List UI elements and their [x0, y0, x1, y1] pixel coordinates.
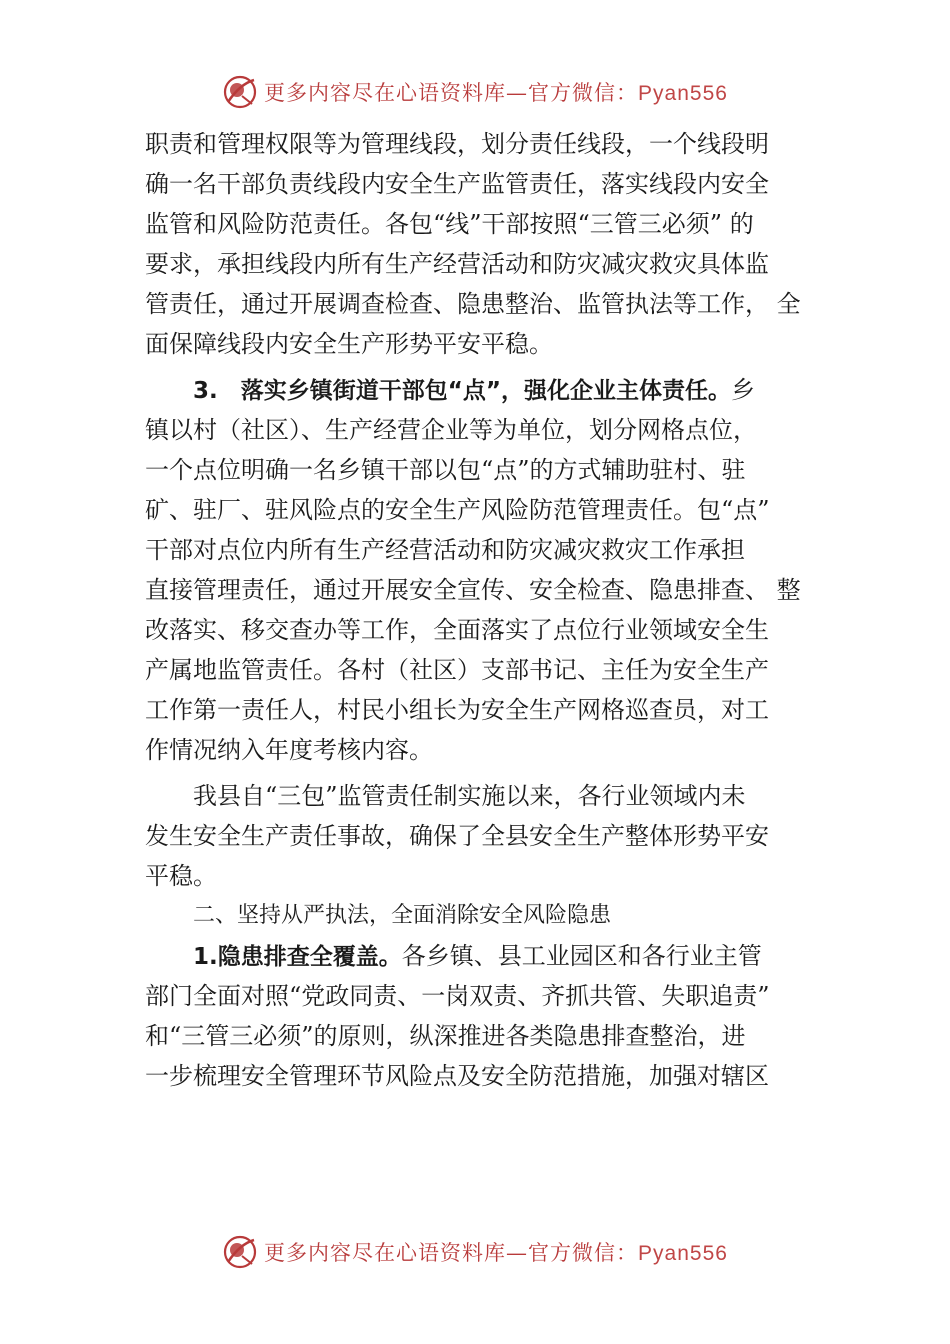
- section-2: [145, 896, 825, 1096]
- text-line: 镇以村（社区）、生产经营企业等为单位，划分网格点位，: [145, 416, 757, 444]
- paragraph-3: [145, 776, 825, 896]
- text-line: 管责任，通过开展调查检查、隐患整治、监管执法等工作， 全: [145, 290, 801, 318]
- text-line: 我县自“三包”监管责任制实施以来，各行业领域内未: [193, 782, 746, 810]
- footer-banner-cn: 更多内容尽在心语资料库—官方微信：: [264, 1241, 639, 1265]
- text-line: 产属地监管责任。各村（社区）支部书记、主任为安全生产: [145, 656, 769, 684]
- text-line: 一步梳理安全管理环节风险点及安全防范措施，加强对辖区: [145, 1062, 769, 1090]
- header-banner-text: [264, 77, 728, 107]
- text-line: 直接管理责任，通过开展安全宣传、安全检查、隐患排查、 整: [145, 576, 801, 604]
- paragraph-4-first-tail: 各乡镇、县工业园区和各行业主管: [401, 942, 762, 970]
- text-line: 要求，承担线段内所有生产经营活动和防灾减灾救灾具体监: [145, 250, 769, 278]
- text-line: 发生安全生产责任事故，确保了全县安全生产整体形势平安: [145, 822, 769, 850]
- text-line: 平稳。: [145, 862, 217, 890]
- text-line: 部门全面对照“党政同责、一岗双责、齐抓共管、失职追责”: [145, 982, 770, 1010]
- brand-logo-icon: [222, 74, 258, 110]
- text-line: 工作第一责任人，村民小组长为安全生产网格巡查员，对工: [145, 696, 769, 724]
- text-line: 职责和管理权限等为管理线段，划分责任线段，一个线段明: [145, 130, 769, 158]
- brand-logo-icon: [222, 1234, 258, 1270]
- text-line: 矿、驻厂、驻风险点的安全生产风险防范管理责任。包“点”: [145, 496, 770, 524]
- footer-banner-wechat-id: Pyan556: [638, 1242, 728, 1265]
- text-line: 和“三管三必须”的原则，纵深推进各类隐患排查整治，进: [145, 1022, 746, 1050]
- paragraph-4-first-line: [145, 936, 825, 976]
- paragraph-2-first-line: [145, 370, 825, 410]
- document-body: [145, 124, 825, 1096]
- paragraph-1: [145, 124, 825, 364]
- paragraph-4-heading: 1.隐患排查全覆盖。: [193, 944, 402, 970]
- header-banner: [0, 70, 950, 114]
- header-banner-cn: 更多内容尽在心语资料库—官方微信：: [264, 81, 639, 105]
- footer-banner: [0, 1230, 950, 1274]
- footer-banner-text: [264, 1237, 728, 1267]
- paragraph-2-heading-tail: 乡: [730, 376, 755, 404]
- text-line: 一个点位明确一名乡镇干部以包“点”的方式辅助驻村、驻: [145, 456, 746, 484]
- text-line: 监管和风险防范责任。各包“线”干部按照“三管三必须” 的: [145, 210, 754, 238]
- text-line: 干部对点位内所有生产经营活动和防灾减灾救灾工作承担: [145, 536, 745, 564]
- text-line: 作情况纳入年度考核内容。: [145, 736, 433, 764]
- section-2-heading: 二、坚持从严执法，全面消除安全风险隐患: [193, 903, 612, 928]
- paragraph-2-heading: 3. 落实乡镇街道干部包“点”，强化企业主体责任。: [193, 378, 731, 404]
- text-line: 面保障线段内安全生产形势平安平稳。: [145, 330, 553, 358]
- text-line: 确一名干部负责线段内安全生产监管责任，落实线段内安全: [145, 170, 769, 198]
- header-banner-wechat-id: Pyan556: [638, 82, 728, 105]
- text-line: 改落实、移交查办等工作，全面落实了点位行业领域安全生: [145, 616, 769, 644]
- paragraph-2: [145, 370, 825, 770]
